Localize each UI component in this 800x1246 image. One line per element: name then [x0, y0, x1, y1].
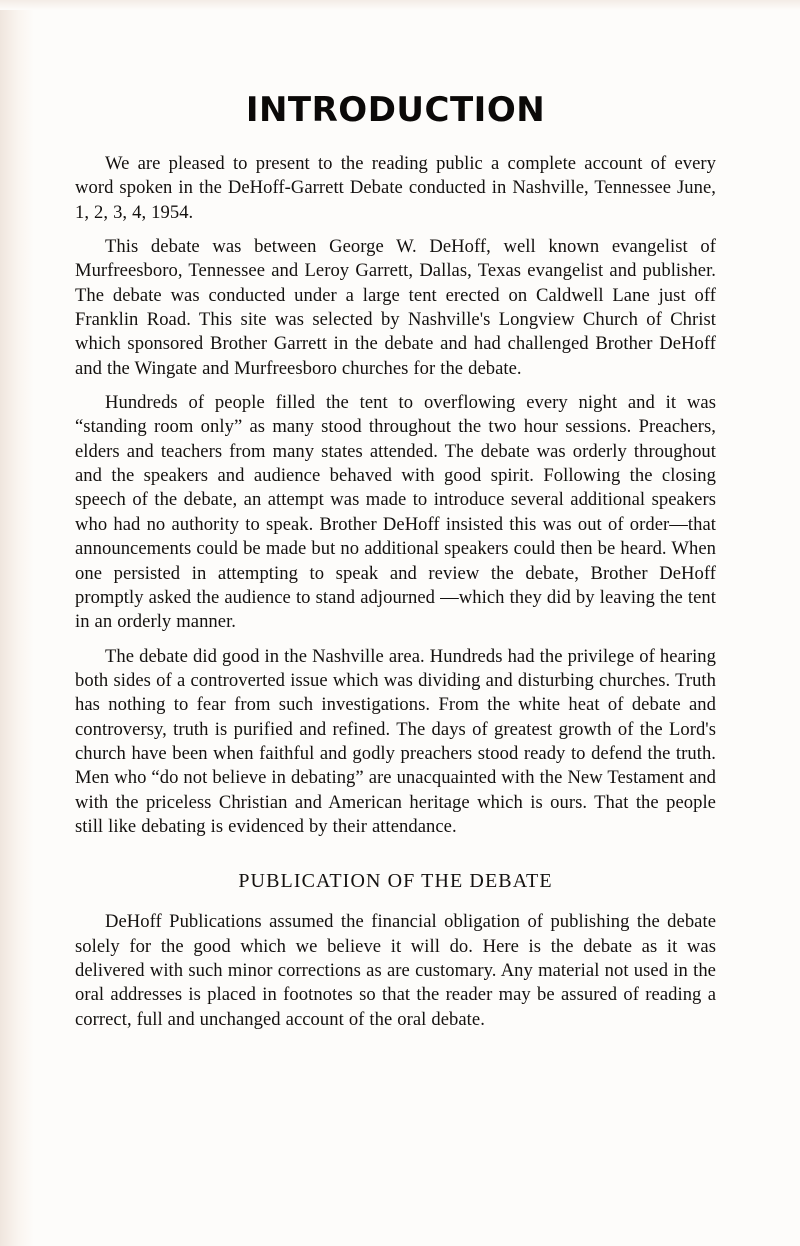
body-paragraph-3: Hundreds of people filled the tent to overflowing every night and it was “standing room only” as many stood throughout the two hour sessions. Preachers, elders and teachers from many states attended. The debate was orderly throughout and the speakers and audience behaved with good spirit. Following the closing speech of the debate, an attempt was made to introduce several additional speakers who had no authority to speak. Brother DeHoff insisted this was out of order—that announcements could be made but no additional speakers could then be heard. When one persisted in attempting to speak and review the debate, Brother DeHoff promptly asked the audience to stand adjourned —which they did by leaving the tent in an orderly manner.: [75, 392, 716, 633]
body-paragraph-1: We are pleased to present to the reading public a complete account of every word spoken in the DeHoff-Garrett Debate conducted in Nashville, Tennessee June, 1, 2, 3, 4, 1954.: [75, 153, 716, 223]
body-paragraph-4: The debate did good in the Nashville area. Hundreds had the privilege of hearing both sides of a controverted issue which was dividing and disturbing churches. Truth has nothing to fear from such investigations. From the white heat of debate and controversy, truth is purified and refined. The days of greatest growth of the Lord's church have been when faithful and godly preachers stood ready to defend the truth. Men who “do not believe in debating” are unacquainted with the New Testament and with the priceless Christian and American heritage which is ours. That the people still like debating is evidenced by their attendance.: [75, 645, 716, 837]
section-heading-publication-of-the-debate: PUBLICATION OF THE DEBATE: [238, 870, 553, 893]
section-paragraph-1: DeHoff Publications assumed the financial obligation of publishing the debate solely for the good which we believe it will do. Here is the debate as it was delivered with such minor corrections as are customary. Any material not used in the oral addresses is placed in footnotes so that the reader may be assured of reading a correct, full and unchanged account of the oral debate.: [75, 911, 716, 1030]
page-content-column: [75, 0, 716, 1032]
body-paragraph-2: This debate was between George W. DeHoff, well known evangelist of Murfreesboro, Tennessee and Leroy Garrett, Dallas, Texas evangelist and publisher. The debate was conducted under a large tent erected on Caldwell Lane just off Franklin Road. This site was selected by Nashville's Longview Church of Christ which sponsored Brother Garrett in the debate and had challenged Brother DeHoff and the Wingate and Murfreesboro churches for the debate.: [75, 236, 716, 379]
page-title: INTRODUCTION: [245, 90, 546, 130]
